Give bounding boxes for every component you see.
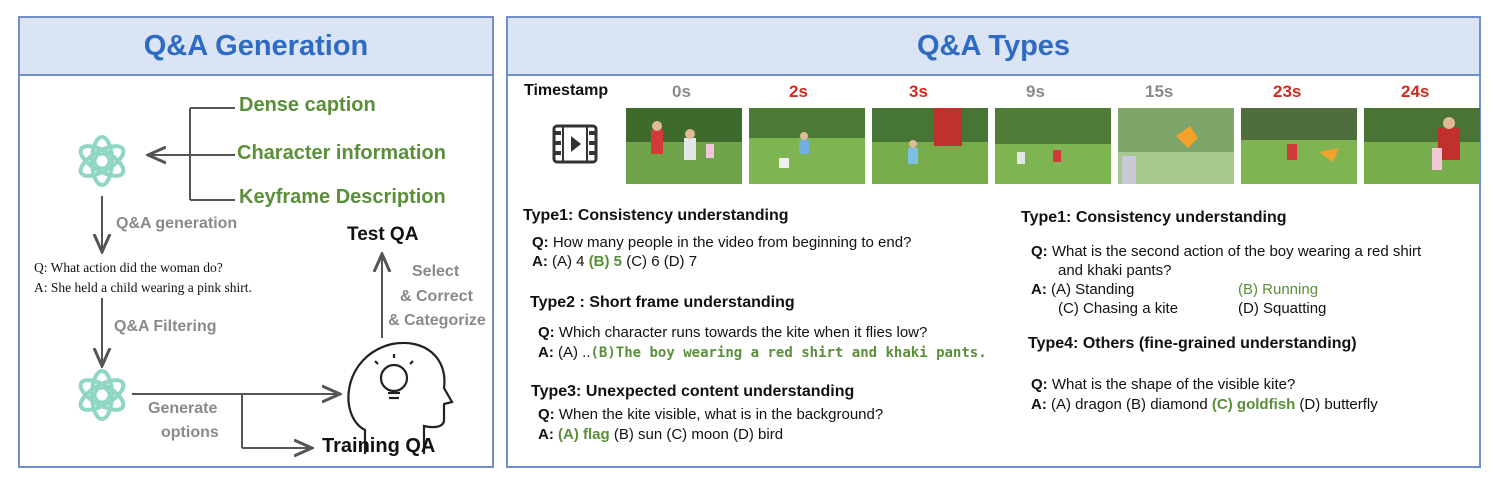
types-title: Q&A Types [508, 18, 1479, 76]
generate-options-line2: options [161, 424, 219, 441]
question-text: What is the shape of the visible kite? [1051, 376, 1296, 393]
timestamp-4: 15s [1145, 82, 1174, 101]
correct-option [1238, 281, 1318, 298]
left-type1-title: Type1: Consistency understanding [523, 207, 789, 224]
timestamp-2: 3s [909, 82, 928, 101]
option-a: (A) Standing [1051, 281, 1135, 298]
select-line3: & Categorize [388, 312, 486, 329]
test-qa-label: Test QA [347, 224, 419, 245]
option-d: (D) butterfly [1299, 396, 1378, 413]
q-label: Q: [538, 324, 555, 341]
question-text: Which character runs towards the kite when it flies low? [558, 324, 928, 341]
other-options: (C) 6 (D) 7 [626, 253, 698, 270]
source-dense-caption: Dense caption [239, 94, 376, 116]
option-c: (C) Chasing a kite [1058, 300, 1179, 317]
correct-option-text: (B) Running [1238, 281, 1319, 298]
right-type4-title: Type4: Others (fine-grained understanding) [1028, 335, 1357, 352]
video-frame-2s [749, 108, 865, 184]
left-type3-answer [538, 426, 783, 443]
q-label: Q: [1031, 376, 1048, 393]
right-type1-title: Type1: Consistency understanding [1021, 209, 1287, 226]
example-answer: A: She held a child wearing a pink shirt. [34, 280, 252, 295]
a-label: A: [1031, 281, 1047, 298]
q-label: Q: [1031, 243, 1048, 260]
ai-model-icon [76, 137, 128, 185]
right-type1-answer-row1 [1031, 281, 1134, 298]
question-text: How many people in the video from beginning to end? [552, 234, 912, 251]
right-type1-question [1031, 243, 1421, 260]
generation-title: Q&A Generation [20, 18, 492, 76]
step-qa-filtering: Q&A Filtering [114, 318, 217, 335]
correct-option: (B)The boy wearing a red shirt and khaki pants. [590, 345, 987, 361]
left-type1-answer [532, 253, 697, 270]
a-label: A: [1031, 396, 1047, 413]
option-d: (D) Squatting [1238, 300, 1327, 317]
source-keyframe-description: Keyframe Description [239, 186, 446, 208]
left-type2-question [538, 324, 927, 341]
ai-filter-icon [76, 371, 128, 419]
timestamp-3: 9s [1026, 82, 1045, 101]
left-type2-answer [538, 344, 987, 361]
question-text: What is the second action of the boy wearing a red shirt [1051, 243, 1422, 260]
source-character-info: Character information [237, 142, 446, 164]
video-frame-15s [1118, 108, 1234, 184]
timestamp-0: 0s [672, 82, 691, 101]
select-line2: & Correct [400, 288, 473, 305]
timestamp-5: 23s [1273, 82, 1302, 101]
video-frame-0s [626, 108, 742, 184]
timestamp-label: Timestamp [524, 82, 609, 99]
correct-option: (C) goldfish [1211, 396, 1296, 413]
right-type4-question [1031, 376, 1295, 393]
video-frame-24s [1364, 108, 1480, 184]
option-a: (A) 4 [552, 253, 585, 270]
other-options: (A) dragon (B) diamond [1051, 396, 1208, 413]
left-type3-question [538, 406, 883, 423]
video-frame-23s [1241, 108, 1357, 184]
correct-option: (A) flag [558, 426, 610, 443]
a-label: A: [538, 426, 554, 443]
video-frame-3s [872, 108, 988, 184]
correct-option: (B) 5 [588, 253, 623, 270]
other-options: (B) sun (C) moon (D) bird [613, 426, 784, 443]
generation-panel [18, 16, 494, 468]
right-type1-question-cont: and khaki pants? [1058, 262, 1172, 279]
left-type3-title: Type3: Unexpected content understanding [531, 383, 855, 400]
a-label: A: [532, 253, 548, 270]
select-line1: Select [412, 263, 460, 280]
generate-options-line1: Generate [148, 400, 218, 417]
q-label: Q: [532, 234, 549, 251]
video-film-icon [551, 123, 599, 165]
left-type1-question [532, 234, 911, 251]
left-type2-title: Type2 : Short frame understanding [530, 294, 795, 311]
question-text: When the kite visible, what is in the background? [558, 406, 884, 423]
timestamp-1: 2s [789, 82, 808, 101]
video-frame-9s [995, 108, 1111, 184]
generation-flow-svg [20, 18, 496, 470]
option-a: (A) .. [558, 344, 591, 361]
training-qa-label: Training QA [322, 435, 436, 457]
timestamp-6: 24s [1401, 82, 1430, 101]
right-type4-answer [1031, 396, 1378, 413]
step-qa-generation: Q&A generation [116, 215, 238, 232]
q-label: Q: [538, 406, 555, 423]
example-question: Q: What action did the woman do? [34, 260, 223, 275]
a-label: A: [538, 344, 554, 361]
